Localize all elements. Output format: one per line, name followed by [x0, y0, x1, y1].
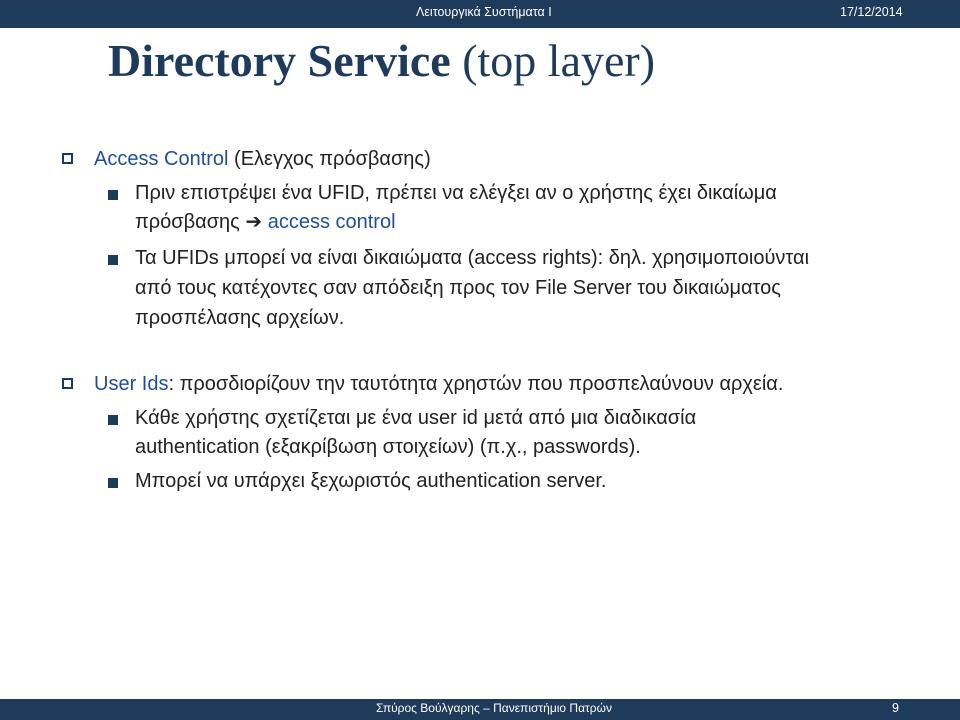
sub-bullet-line: Κάθε χρήστης σχετίζεται με ένα user id μετά από μια διαδικασία	[135, 407, 697, 429]
page-number: 9	[892, 701, 899, 715]
sub-bullet-line	[135, 211, 396, 233]
bullet-label-rest: (Ελεγχος πρόσβασης)	[228, 148, 431, 170]
bullet-text	[94, 373, 783, 395]
hollow-square-bullet-icon	[62, 153, 73, 164]
sub-bullet-line: authentication (εξακρίβωση στοιχείων) (π.χ., passwords).	[135, 436, 641, 458]
footer-author: Σπύρος Βούλγαρης – Πανεπιστήμιο Πατρών	[376, 701, 612, 715]
header-bar	[0, 0, 960, 28]
sub-bullet-line: Μπορεί να υπάρχει ξεχωριστός authentication server.	[135, 470, 607, 492]
bullet-label: User Ids	[94, 373, 169, 395]
bullet-label: Access Control	[94, 148, 229, 170]
filled-square-bullet-icon	[108, 255, 118, 265]
bullet-text	[94, 148, 431, 170]
line-prefix: πρόσβασης	[135, 211, 246, 233]
sub-bullet-line: Πριν επιστρέψει ένα UFID, πρέπει να ελέγξει αν ο χρήστης έχει δικαίωμα	[135, 182, 777, 204]
sub-bullet-line: από τους κατέχοντες σαν απόδειξη προς τον File Server του δικαιώματος	[135, 277, 781, 299]
hollow-square-bullet-icon	[62, 378, 73, 389]
slide-title	[108, 34, 655, 87]
access-control-term: access control	[262, 211, 396, 233]
right-arrow-icon: ➔	[245, 211, 263, 233]
sub-bullet-line: προσπέλασης αρχείων.	[135, 307, 345, 329]
filled-square-bullet-icon	[108, 415, 118, 425]
sub-bullet-line: Τα UFIDs μπορεί να είναι δικαιώματα (access rights): δηλ. χρησιμοποιούνται	[135, 247, 810, 269]
filled-square-bullet-icon	[108, 478, 118, 488]
footer-bar	[0, 699, 960, 720]
bullet-label-rest: : προσδιορίζουν την ταυτότητα χρηστών που προσπελαύνουν αρχεία.	[168, 373, 784, 395]
title-main: Directory Service	[108, 35, 451, 86]
course-name: Λειτουργικά Συστήματα Ι	[416, 5, 552, 19]
slide-date: 17/12/2014	[840, 5, 903, 19]
title-sub: (top layer)	[462, 35, 656, 86]
filled-square-bullet-icon	[108, 190, 118, 200]
